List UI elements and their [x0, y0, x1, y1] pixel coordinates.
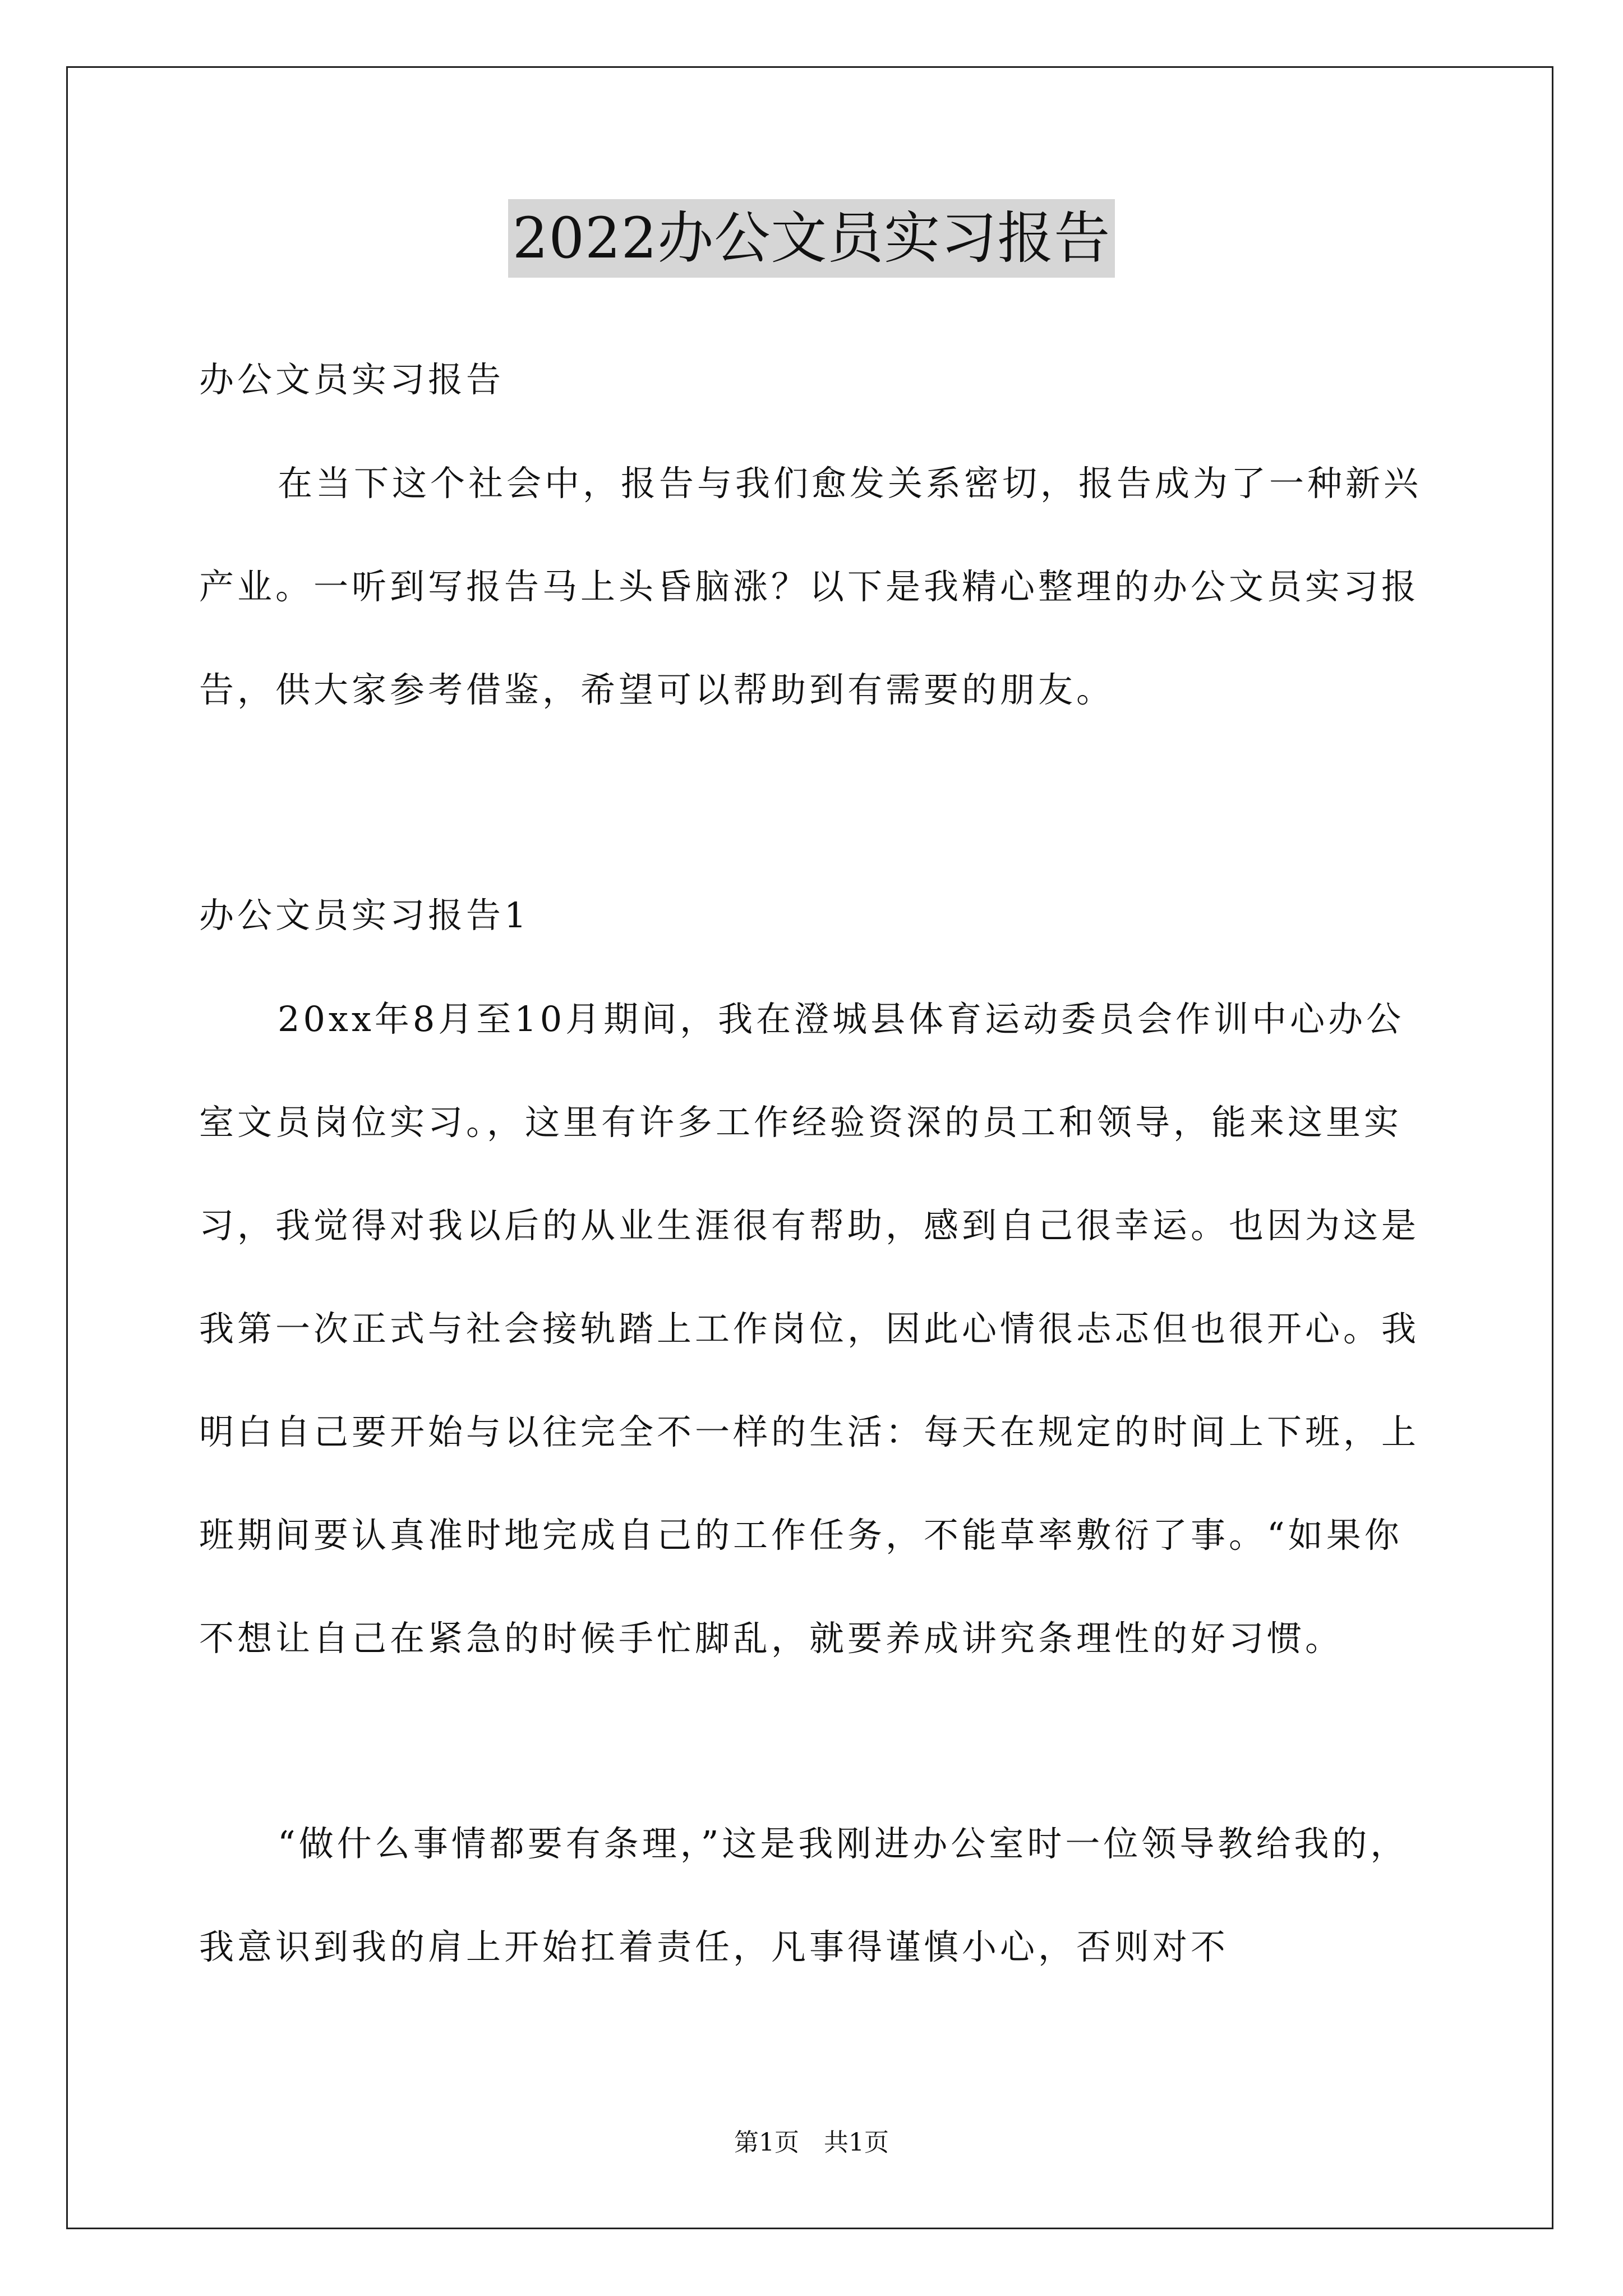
body-paragraph-2: “做什么事情都要有条理，”这是我刚进办公室时一位领导教给我的，我意识到我的肩上开始扛着责任，凡事得谨慎小心，否则对不: [199, 1823, 1409, 1967]
intro-paragraph: 在当下这个社会中，报告与我们愈发关系密切，报告成为了一种新兴产业。一听到写报告马上头昏脑涨？以下是我精心整理的办公文员实习报告，供大家参考借鉴，希望可以帮助到有需要的朋友。: [199, 463, 1422, 710]
document-title: 2022办公文员实习报告: [508, 199, 1115, 278]
body-paragraph-1: 20xx年8月至10月期间，我在澄城县体育运动委员会作训中心办公室文员岗位实习。，这里有许多工作经验资深的员工和领导，能来这里实习，我觉得对我以后的从业生涯很有帮助，感到自己很幸运。也因为这是我第一次正式与社会接轨踏上工作岗位，因此心情很忐忑但也很开心。我明白自己要开始与以往完全不一样的生活：每天在规定的时间上下班，上班期间要认真准时地完成自己的工作任务，不能草率敷衍了事。“如果你不想让自己在紧急的时候手忙脚乱，就要养成讲究条理性的好习惯。: [199, 999, 1420, 1659]
document-subtitle: 办公文员实习报告: [199, 359, 505, 400]
section-heading: 办公文员实习报告1: [199, 895, 530, 936]
title-container: [0, 199, 1623, 278]
page-footer: 第1页 共1页: [734, 2128, 889, 2157]
